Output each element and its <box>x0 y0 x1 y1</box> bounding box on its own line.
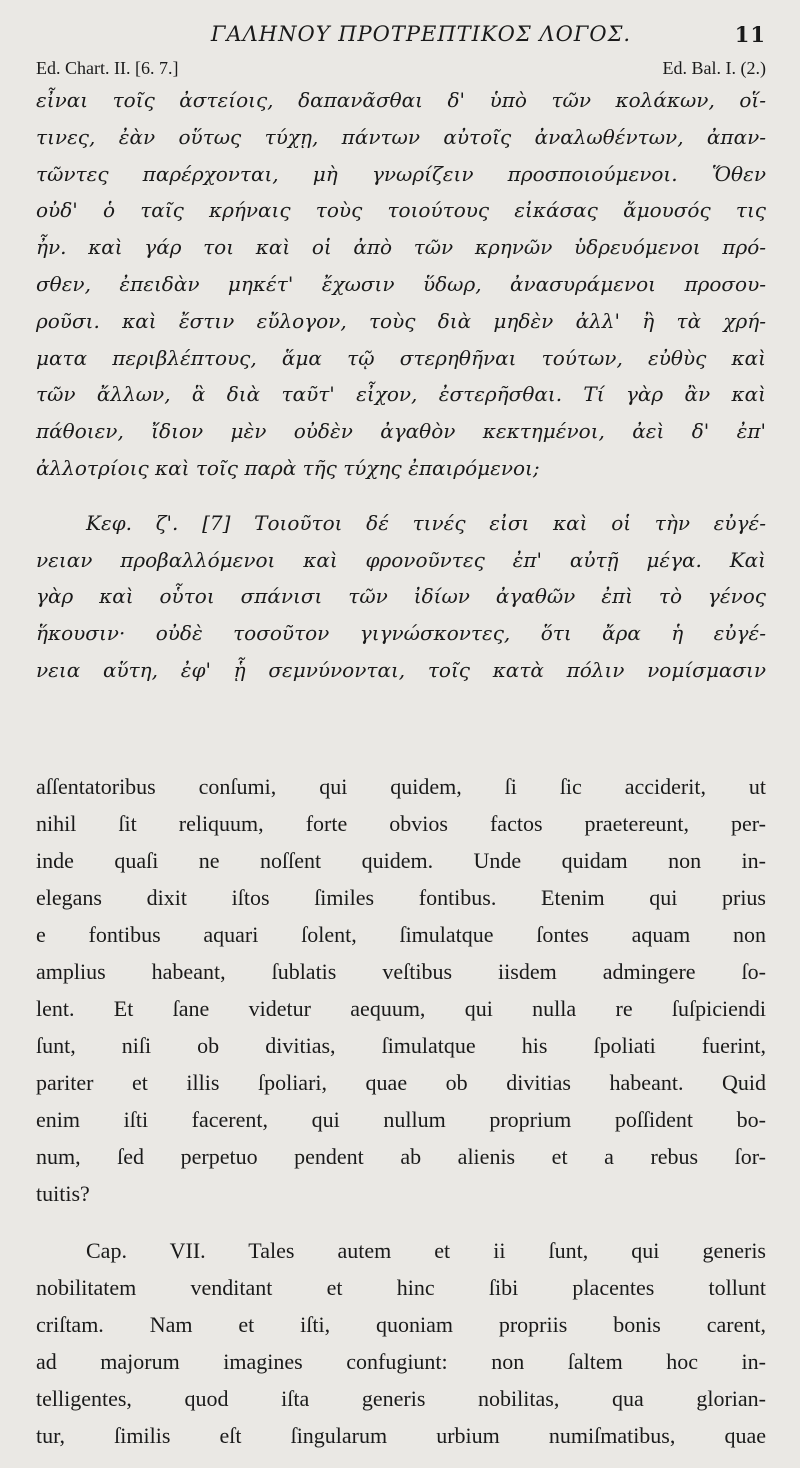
greek-line: οὐδ' ὁ ταῖς κρήναις τοὺς τοιούτους εἰκάσας ἄμουσός τις <box>36 198 766 223</box>
latin-line: inde quaſi ne noſſent quidem. Unde quidam non in- <box>36 848 766 873</box>
latin-line: e fontibus aquari ſolent, ſimulatque ſontes aquam non <box>36 922 766 947</box>
latin-paragraph-2 <box>36 1232 766 1454</box>
greek-line: νεια αὕτη, ἐφ' ᾗ σεμνύνονται, τοῖς κατὰ πόλιν νομίσμασιν <box>36 657 766 682</box>
edition-references <box>36 54 766 82</box>
edition-ref-chart: Ed. Chart. II. [6. 7.] <box>36 58 179 78</box>
greek-line: ἦν. καὶ γάρ τοι καὶ οἱ ἀπὸ τῶν κρηνῶν ὑδρευόμενοι πρό- <box>36 235 766 260</box>
latin-paragraph-1 <box>36 768 766 1212</box>
greek-text <box>36 82 766 689</box>
greek-paragraph-2 <box>36 505 766 689</box>
greek-line: εἶναι τοῖς ἀστείοις, δαπανᾶσθαι δ' ὑπὸ τῶν κολάκων, οἵ- <box>36 88 766 112</box>
greek-line: ροῦσι. καὶ ἔστιν εὔλογον, τοὺς διὰ μηδὲν ἀλλ' ἢ τὰ χρή- <box>36 308 766 333</box>
latin-line: amplius habeant, ſublatis veſtibus iisdem admingere ſo- <box>36 959 766 984</box>
latin-line: enim iſti facerent, qui nullum proprium poſſident bo- <box>36 1107 766 1132</box>
page-number: 11 <box>734 22 766 47</box>
running-header <box>36 22 766 52</box>
latin-line: nihil ſit reliquum, forte obvios factos praetereunt, per- <box>36 811 766 836</box>
greek-chapter-heading-line: Κεφ. ζ'. [7] Τοιοῦτοι δέ τινές εἰσι καὶ οἱ τὴν εὐγέ- <box>86 510 766 535</box>
greek-line: ματα περιβλέπτους, ἅμα τῷ στερηθῆναι τούτων, εὐθὺς καὶ <box>36 345 766 370</box>
latin-line: elegans dixit iſtos ſimiles fontibus. Etenim qui prius <box>36 885 766 910</box>
greek-line: σθεν, ἐπειδὰν μηκέτ' ἔχωσιν ὕδωρ, ἀνασυράμενοι προσου- <box>36 271 766 296</box>
greek-line: ἥκουσιν· οὐδὲ τοσοῦτον γιγνώσκοντες, ὅτι ἄρα ἡ εὐγέ- <box>36 621 766 646</box>
edition-ref-bal: Ed. Bal. I. (2.) <box>662 58 766 78</box>
latin-line: tur, ſimilis eſt ſingularum urbium numiſmatibus, quae <box>36 1423 766 1448</box>
greek-line: τινες, ἐὰν οὕτως τύχῃ, πάντων αὐτοῖς ἀναλωθέντων, ἀπαν- <box>36 124 766 149</box>
latin-line: nobilitatem venditant et hinc ſibi placentes tollunt <box>36 1275 766 1300</box>
latin-line: tuitis? <box>36 1181 90 1206</box>
latin-text <box>36 768 766 1454</box>
latin-line: ſunt, niſi ob divitias, ſimulatque his ſpoliati fuerint, <box>36 1033 766 1058</box>
latin-line: num, ſed perpetuo pendent ab alienis et a rebus ſor- <box>36 1144 766 1169</box>
latin-line: pariter et illis ſpoliari, quae ob divitias habeant. Quid <box>36 1070 766 1095</box>
greek-line: τῶν ἄλλων, ἃ διὰ ταῦτ' εἶχον, ἐστερῆσθαι. Τί γὰρ ἂν καὶ <box>36 382 766 407</box>
latin-line: criſtam. Nam et iſti, quoniam propriis bonis carent, <box>36 1312 766 1337</box>
running-title: ΓΑΛΗΝΟΥ ΠΡΟΤΡΕΠΤΙΚΟΣ ΛΟΓΟΣ. <box>210 22 632 46</box>
greek-line: πάθοιεν, ἴδιον μὲν οὐδὲν ἀγαθὸν κεκτημένοι, ἀεὶ δ' ἐπ' <box>36 419 766 444</box>
greek-line: τῶντες παρέρχονται, μὴ γνωρίζειν προσποιούμενοι. Ὅθεν <box>36 161 766 186</box>
greek-line: γὰρ καὶ οὗτοι σπάνισι τῶν ἰδίων ἀγαθῶν ἐπὶ τὸ γένος <box>36 584 766 609</box>
latin-line: telligentes, quod iſta generis nobilitas, qua glorian- <box>36 1386 766 1411</box>
greek-line: ἀλλοτρίοις καὶ τοῖς παρὰ τῆς τύχης ἐπαιρόμενοι; <box>36 455 540 480</box>
greek-line: νειαν προβαλλόμενοι καὶ φρονοῦντες ἐπ' αὐτῇ μέγα. Καὶ <box>36 547 766 572</box>
page <box>36 22 766 689</box>
latin-chapter-heading-line: Cap. VII. Tales autem et ii ſunt, qui generis <box>86 1238 766 1263</box>
latin-line: ad majorum imagines confugiunt: non ſaltem hoc in- <box>36 1349 766 1374</box>
latin-line: aſſentatoribus conſumi, qui quidem, ſi ſic acciderit, ut <box>36 774 766 799</box>
greek-paragraph-1 <box>36 82 766 487</box>
latin-line: lent. Et ſane videtur aequum, qui nulla re ſuſpiciendi <box>36 996 766 1021</box>
